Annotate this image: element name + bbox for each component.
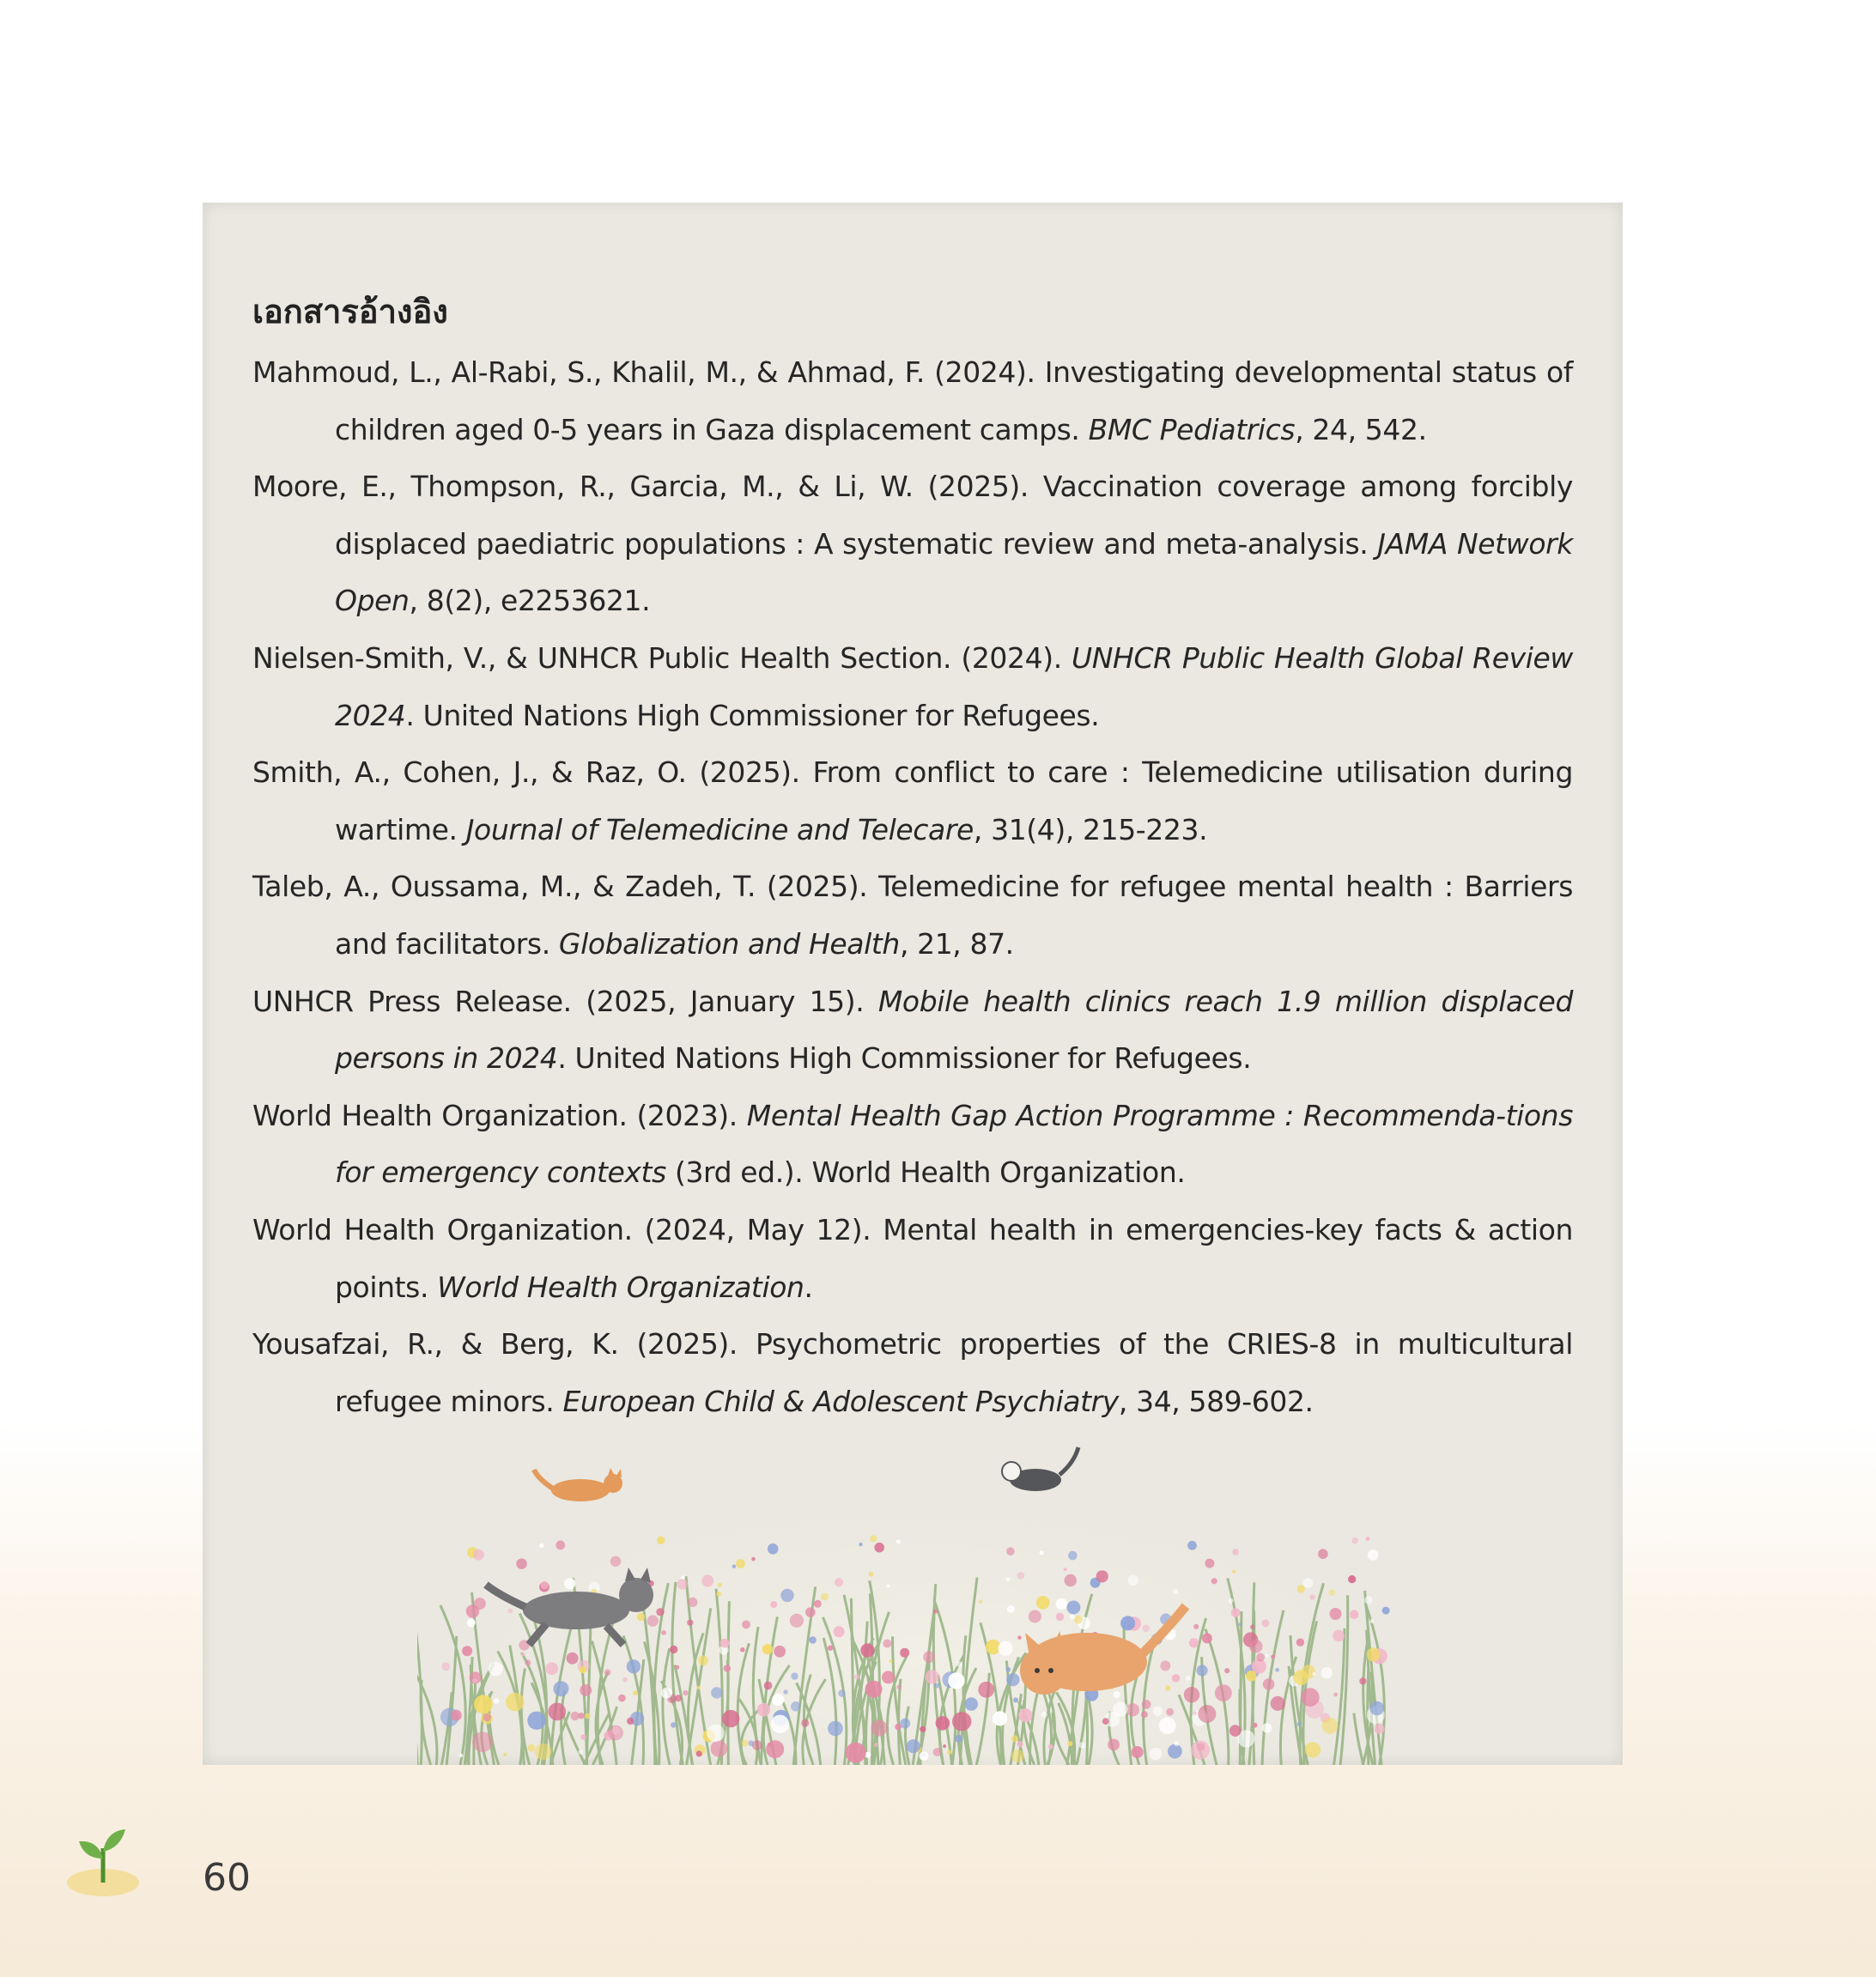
reference-entry (252, 1202, 1573, 1316)
reference-title: Mobile health clinics reach 1.9 million displaced persons in 2024 (335, 984, 1573, 1076)
reference-text: , 21, 87. (899, 926, 1014, 961)
reference-entry (252, 458, 1573, 630)
reference-text: Smith, A., Cohen, J., & Raz, O. (2025). From conflict to care : Telemedicine utilisation during wartime. (252, 755, 1573, 846)
reference-title: BMC Pediatrics (1088, 412, 1296, 446)
meadow-illustration (417, 1430, 1413, 1765)
reference-text: World Health Organization. (2024, May 12). Mental health in emergencies-key facts & action points. (252, 1212, 1573, 1304)
reference-text: Mahmoud, L., Al-Rabi, S., Khalil, M., & Ahmad, F. (2024). Investigating developmental status of children aged 0-5 years in Gaza displacement camps. (252, 355, 1573, 446)
reference-text: , 31(4), 215-223. (973, 812, 1208, 846)
reference-text: Nielsen-Smith, V., & UNHCR Public Health Section. (2024). (252, 640, 1072, 675)
reference-text: , 24, 542. (1295, 412, 1427, 446)
reference-title: JAMA Network Open (335, 526, 1573, 618)
reference-entry (252, 630, 1573, 744)
reference-title: Globalization and Health (558, 926, 900, 961)
reference-text: UNHCR Press Release. (2025, January 15). (252, 984, 878, 1018)
references-panel (203, 203, 1623, 1765)
reference-title: World Health Organization (437, 1270, 804, 1304)
reference-title: Journal of Telemedicine and Telecare (465, 812, 974, 846)
reference-text: , 8(2), e2253621. (409, 584, 651, 618)
reference-text: World Health Organization. (2023). (252, 1098, 747, 1132)
reference-entry (252, 744, 1573, 858)
reference-entry (252, 344, 1573, 458)
reference-title: Mental Health Gap Action Programme : Recommenda-tions for emergency contexts (335, 1098, 1573, 1190)
reference-text: . United Nations High Commissioner for Refugees. (557, 1041, 1252, 1076)
reference-text: . United Nations High Commissioner for Refugees. (405, 698, 1100, 732)
reference-title: UNHCR Public Health Global Review 2024 (335, 640, 1573, 732)
reference-text: , 34, 589-602. (1118, 1384, 1314, 1418)
reference-text: (3rd ed.). World Health Organization. (665, 1155, 1186, 1190)
reference-text: Moore, E., Thompson, R., Garcia, M., & Li, W. (2025). Vaccination coverage among forcibly displaced paediatric populations : A systematic review and meta-analysis. (252, 470, 1573, 561)
references-heading: เอกสารอ้างอิง (252, 293, 448, 331)
reference-text: Taleb, A., Oussama, M., & Zadeh, T. (2025). Telemedicine for refugee mental health : Barriers and facilitators. (252, 870, 1573, 961)
reference-entry (252, 858, 1573, 973)
reference-entry (252, 973, 1573, 1088)
reference-entry (252, 1316, 1573, 1430)
reference-list (252, 344, 1573, 1430)
page-number: 60 (203, 1856, 251, 1900)
reference-title: European Child & Adolescent Psychiatry (562, 1384, 1119, 1418)
reference-text: . (804, 1270, 813, 1304)
sprout-icon (60, 1816, 146, 1901)
reference-text: Yousafzai, R., & Berg, K. (2025). Psychometric properties of the CRIES-8 in multicultural refugee minors. (252, 1327, 1573, 1418)
reference-entry (252, 1088, 1573, 1202)
